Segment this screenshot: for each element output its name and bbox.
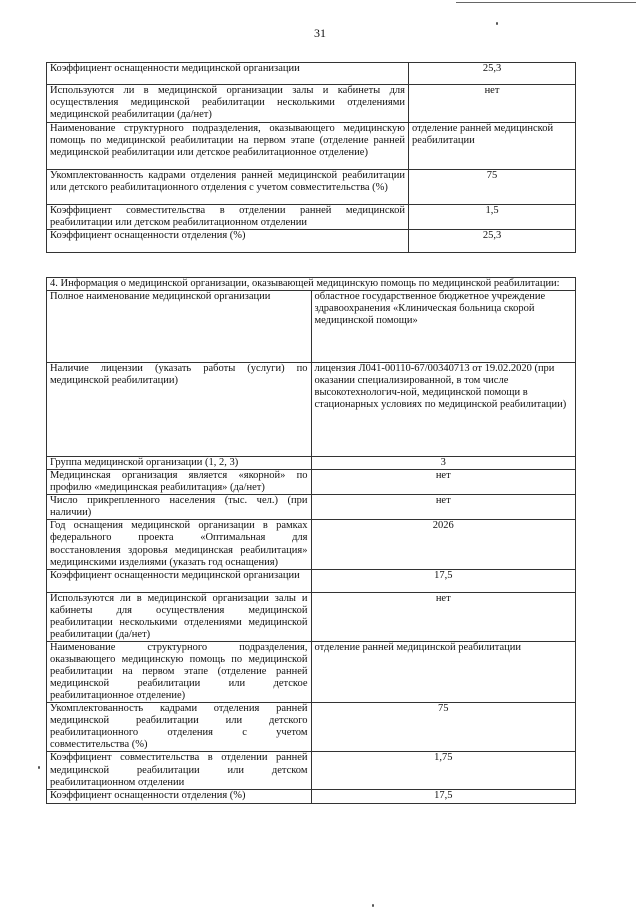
- table-row: [47, 457, 576, 470]
- scan-speck: [496, 22, 498, 25]
- table-row: [47, 230, 576, 253]
- row-value: 25,3: [409, 63, 576, 85]
- row-label: Укомплектованность кадрами отделения ранней медицинской реабилитации или детского реабилитационного отделения с учетом совместительства (%): [47, 703, 312, 752]
- row-value: 2026: [311, 520, 576, 569]
- table-row: [47, 641, 576, 702]
- row-label: Год оснащения медицинской организации в рамках федерального проекта «Оптимальная для восстановления здоровья медицинская реабилитация» медицинскими изделиями (указать год оснащения): [47, 520, 312, 569]
- table-row: [47, 703, 576, 752]
- row-value: 17,5: [311, 789, 576, 803]
- table-row: [47, 520, 576, 569]
- row-label: Используются ли в медицинской организации залы и кабинеты для осуществления медицинской реабилитации несколькими отделениями медицинской реабилитации (да/нет): [47, 85, 409, 123]
- row-value: 75: [409, 170, 576, 205]
- table-row: [47, 123, 576, 170]
- row-value: отделение ранней медицинской реабилитации: [311, 641, 576, 702]
- table-row: [47, 592, 576, 641]
- row-value: 1,75: [311, 752, 576, 789]
- row-value: нет: [311, 592, 576, 641]
- row-label: Наименование структурного подразделения, оказывающего медицинскую помощь по медицинской реабилитации на первом этапе (отделение ранней медицинской реабилитации или детское реабилитационное отделение): [47, 641, 312, 702]
- table-row: [47, 495, 576, 520]
- row-label: Коэффициент оснащенности медицинской организации: [47, 63, 409, 85]
- row-label: Укомплектованность кадрами отделения ранней медицинской реабилитации или детского реабилитационного отделения с учетом совместительства (%): [47, 170, 409, 205]
- table-row: [47, 569, 576, 592]
- section-heading: 4. Информация о медицинской организации, оказывающей медицинскую помощь по медицинской реабилитации:: [47, 278, 576, 291]
- row-label: Число прикрепленного населения (тыс. чел.) (при наличии): [47, 495, 312, 520]
- row-label: Коэффициент совместительства в отделении ранней медицинской реабилитации или детском реабилитационном отделении: [47, 205, 409, 230]
- row-value: 1,5: [409, 205, 576, 230]
- table-row: [47, 470, 576, 495]
- row-value: нет: [311, 495, 576, 520]
- rehab-org-table-4: [46, 277, 576, 804]
- row-label: Коэффициент оснащенности медицинской организации: [47, 569, 312, 592]
- table-row: [47, 85, 576, 123]
- table-row: [47, 205, 576, 230]
- row-label: Медицинская организация является «якорной» по профилю «медицинская реабилитация» (да/нет): [47, 470, 312, 495]
- table-row: [47, 789, 576, 803]
- rehab-org-table-continued: [46, 62, 576, 253]
- row-value: 17,5: [311, 569, 576, 592]
- row-label: Коэффициент оснащенности отделения (%): [47, 230, 409, 253]
- row-value: нет: [311, 470, 576, 495]
- table-row: [47, 63, 576, 85]
- scan-speck: [372, 904, 374, 907]
- table-row: [47, 170, 576, 205]
- table-row: [47, 291, 576, 363]
- top-edge-line: [456, 2, 636, 3]
- table-row: [47, 363, 576, 457]
- row-value: 25,3: [409, 230, 576, 253]
- row-value: 3: [311, 457, 576, 470]
- scan-speck: [38, 766, 40, 769]
- row-value: 75: [311, 703, 576, 752]
- row-value: областное государственное бюджетное учреждение здравоохранения «Клиническая больница скорой медицинской помощи»: [311, 291, 576, 363]
- row-label: Наличие лицензии (указать работы (услуги) по медицинской реабилитации): [47, 363, 312, 457]
- row-label: Группа медицинской организации (1, 2, 3): [47, 457, 312, 470]
- row-label: Коэффициент оснащенности отделения (%): [47, 789, 312, 803]
- row-value: нет: [409, 85, 576, 123]
- row-label: Полное наименование медицинской организации: [47, 291, 312, 363]
- row-label: Коэффициент совместительства в отделении ранней медицинской реабилитации или детском реабилитационном отделении: [47, 752, 312, 789]
- row-label: Используются ли в медицинской организации залы и кабинеты для осуществления медицинской реабилитации несколькими отделениями медицинской реабилитации (да/нет): [47, 592, 312, 641]
- table-row: [47, 752, 576, 789]
- table-heading-row: [47, 278, 576, 291]
- row-value: отделение ранней медицинской реабилитации: [409, 123, 576, 170]
- row-value: лицензия Л041-00110-67/00340713 от 19.02.2020 (при оказании специализированной, в том числе высокотехнологич-ной, медицинской помощи в стационарных условиях по медицинской реабилитации): [311, 363, 576, 457]
- page-number: 31: [314, 26, 326, 40]
- row-label: Наименование структурного подразделения, оказывающего медицинскую помощь по медицинской реабилитации на первом этапе (отделение ранней медицинской реабилитации или детское реабилитационное отделение): [47, 123, 409, 170]
